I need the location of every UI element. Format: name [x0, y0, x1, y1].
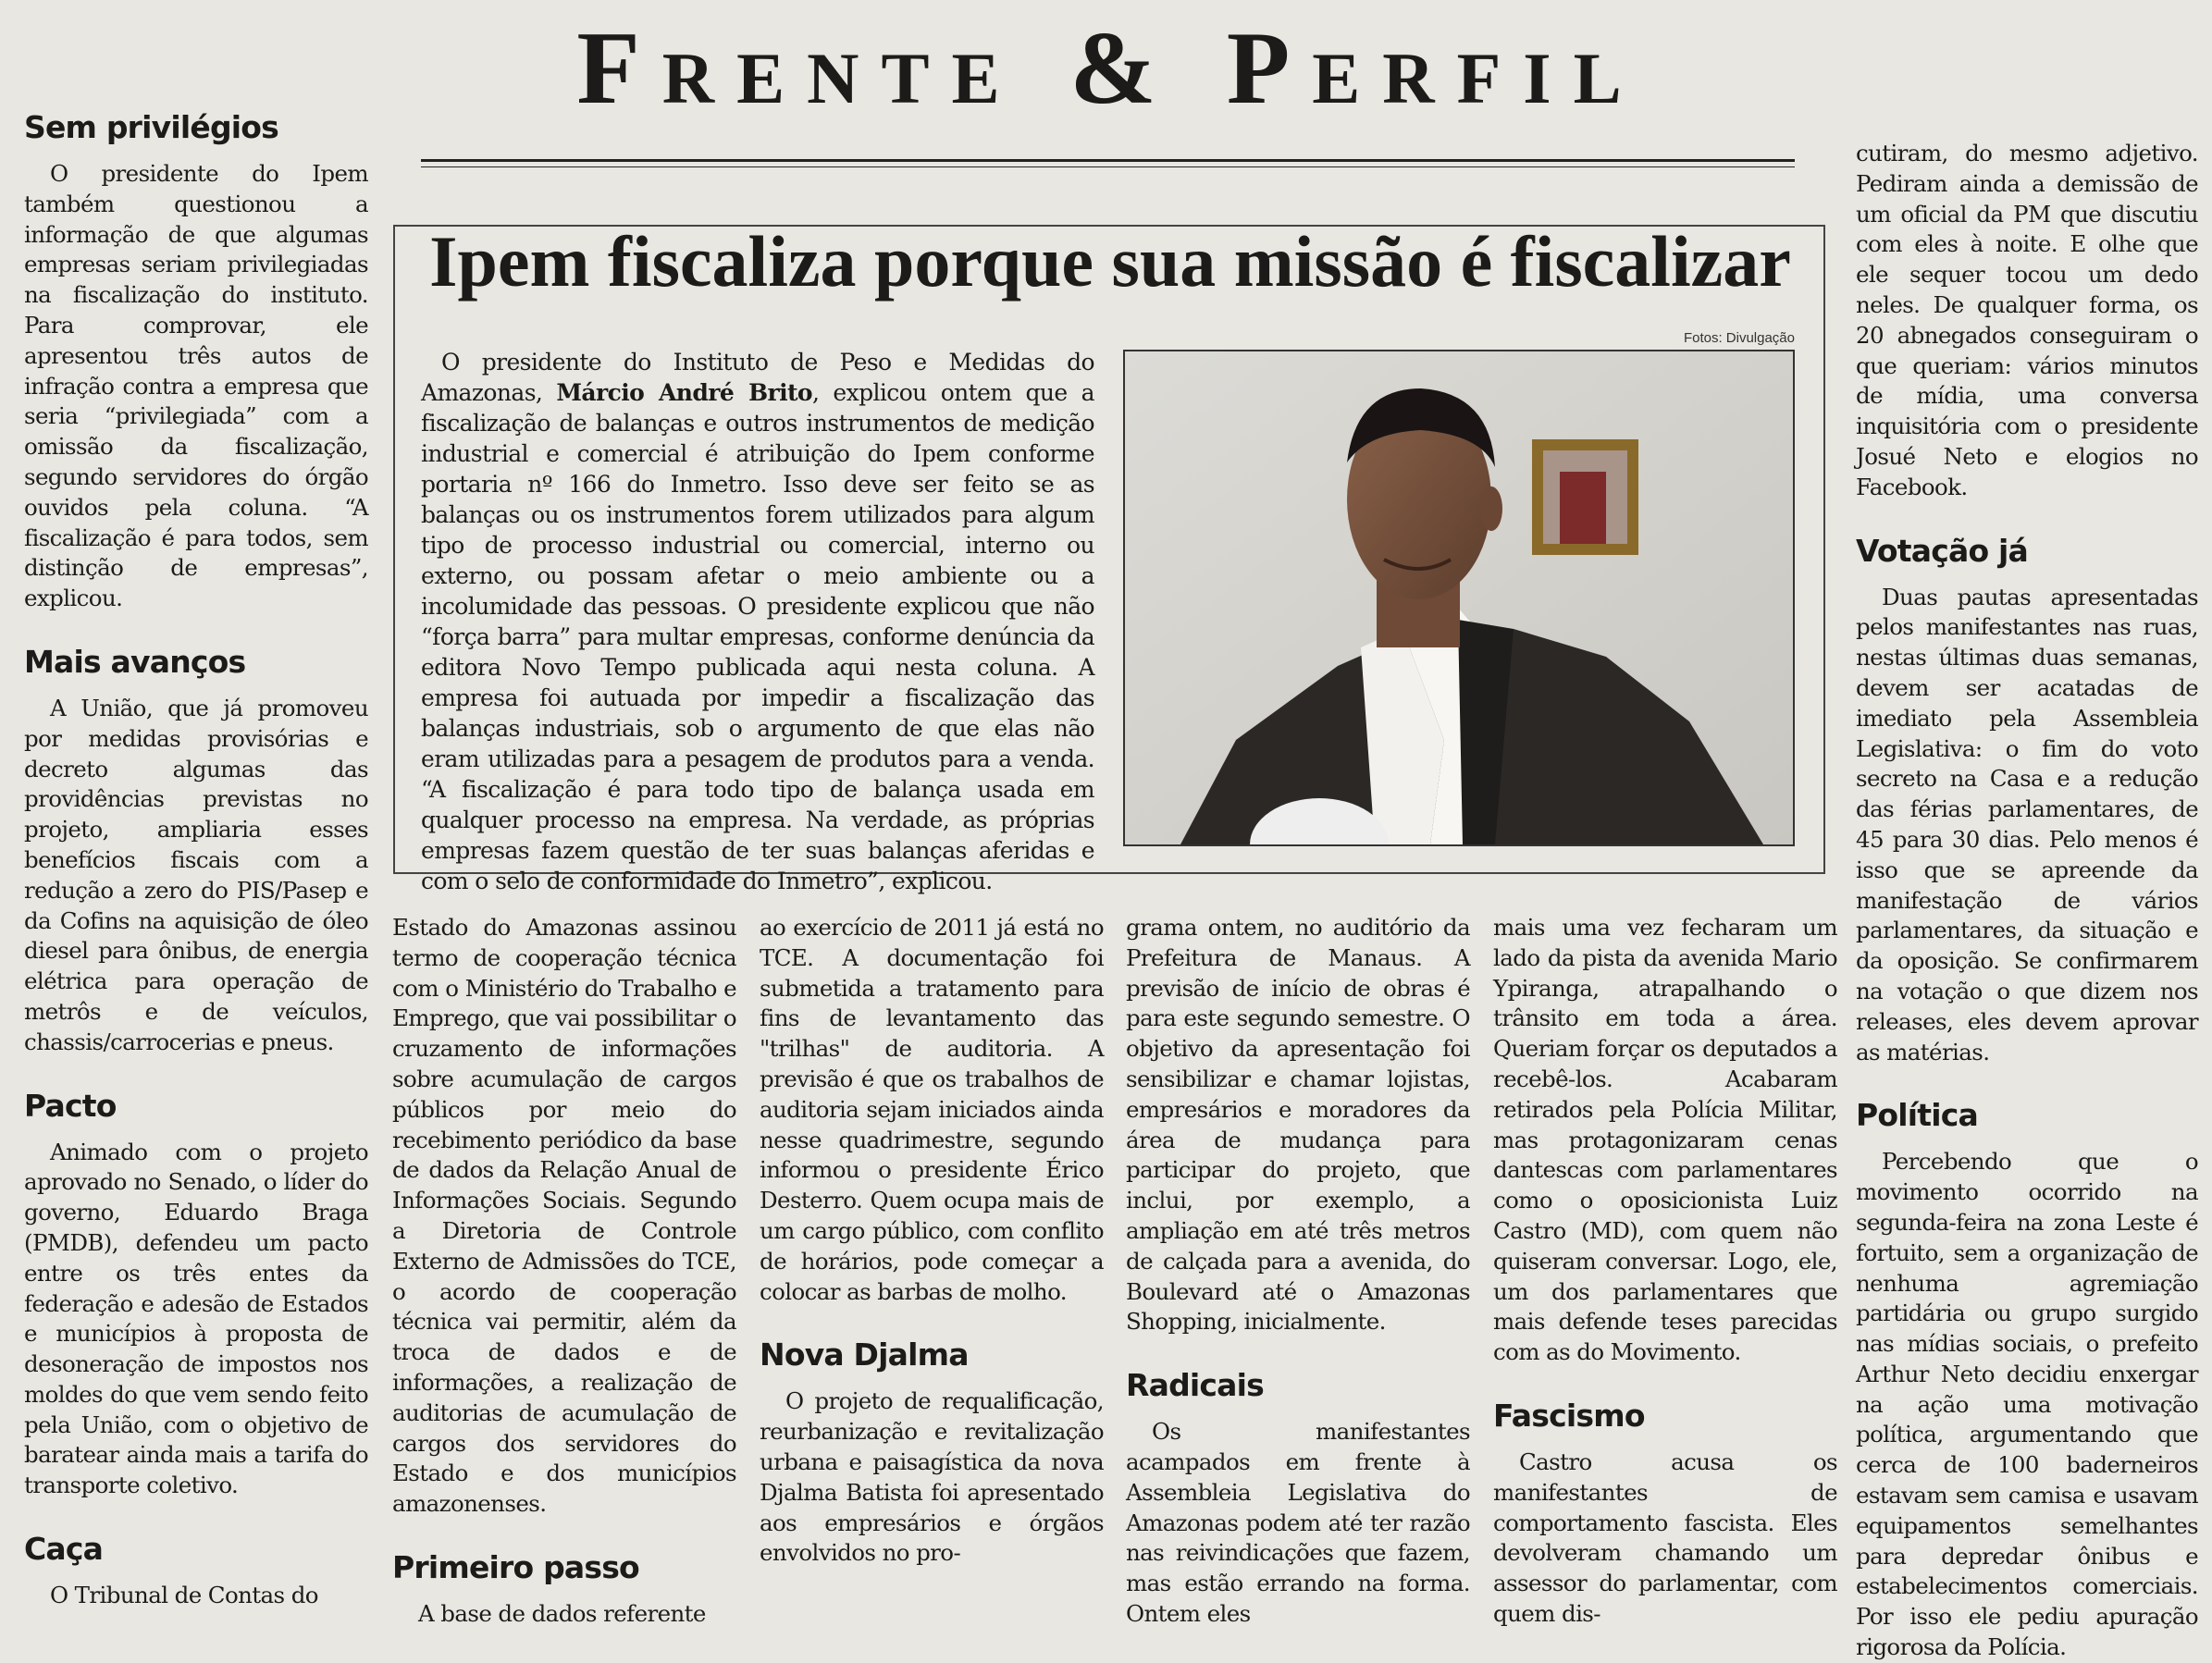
heading-nova-djalma: Nova Djalma [760, 1337, 969, 1374]
paragraph-col5-continued: mais uma vez fecharam um lado da pista da avenida Mario Ypiranga, atrapalhando o trânsito em toda a área. Queriam forçar os deputados a recebê-los. Acabaram retirados pela Polícia Militar, mas protagonizaram cenas dantescas com parlamentares como o oposicionista Luiz Castro (MD), com quem não quiseram conversar. Logo, ele, um dos parlamentares que mais defende teses parecidas com as do Movimento. [1493, 914, 1837, 1366]
heading-mais-avancos: Mais avanços [24, 643, 246, 680]
paragraph-fascismo: Castro acusa os manifestantes de comportamento fascista. Eles devolveram chamando um assessor do parlamentar, com quem dis- [1493, 1447, 1837, 1627]
paragraph-votacao-ja: Duas pautas apresentadas pelos manifestantes nas ruas, nestas últimas duas semanas, devem ser acatadas de imediato pela Assembleia Legislativa: o fim do voto secreto na Casa e a redução das férias parlamentares, de 45 para 30 dias. Pelo menos é isso que se apreende da manifestação de vários parlamentares, da situação e da oposição. Se confirmarem na votação o que dizem nos releases, eles devem aprovar as matérias. [1856, 583, 2198, 1066]
column-1 [24, 109, 368, 1611]
paragraph-col6-continued: cutiram, do mesmo adjetivo. Pediram ainda a demissão de um oficial da PM que discutiu com eles à noite. E olhe que ele sequer tocou um dedo neles. De qualquer forma, os 20 abnegados conseguiram o que queriam: vários minutos de mídia, uma conversa inquisitória com o presidente Josué Neto e elogios no Facebook. [1856, 140, 2198, 500]
header-rule-thin [421, 166, 1795, 167]
heading-votacao-ja: Votação já [1856, 532, 2029, 569]
heading-primeiro-passo: Primeiro passo [392, 1548, 639, 1585]
photo-credit: Fotos: Divulgação [1683, 330, 1795, 346]
portrait-illustration [1125, 351, 1793, 844]
paragraph-primeiro-passo: A base de dados referente [418, 1599, 706, 1627]
paragraph-sem-privilegios: O presidente do Ipem também questionou a informação de que algumas empresas seriam privilegiadas na fiscalização do instituto. Para comprovar, ele apresentou três autos de infração contra a empresa que seria “privilegiada” com a omissão da fiscalização, segundo servidores do órgão ouvidos pela coluna. “A fiscalização é para todos, sem distinção de empresas”, explicou. [24, 160, 368, 612]
heading-radicais: Radicais [1126, 1367, 1264, 1404]
paragraph-caca: O Tribunal de Contas do [50, 1582, 318, 1609]
paragraph-nova-djalma: O projeto de requalificação, reurbanização e revitalização urbana e paisagística da nova Djalma Batista foi apresentado aos empresários e órgãos envolvidos no pro- [760, 1387, 1104, 1567]
section-title: Frente & Perfil [576, 11, 1644, 126]
column-6 [1856, 139, 2198, 1663]
heading-fascismo: Fascismo [1493, 1397, 1645, 1434]
header-rule [421, 159, 1795, 162]
column-4 [1126, 913, 1470, 1630]
portrait-photo [1123, 350, 1795, 846]
heading-pacto: Pacto [24, 1087, 117, 1124]
heading-caca: Caça [24, 1531, 104, 1568]
paragraph-radicais: Os manifestantes acampados em frente à Assembleia Legislativa do Amazonas podem até ter razão nas reivindicações que fazem, mas estão errando na forma. Ontem eles [1126, 1418, 1470, 1627]
lead-rest: , explicou ontem que a fiscalização de balanças e outros instrumentos de medição industrial e comercial é atribuição do Ipem conforme portaria nº 166 do Inmetro. Isso deve ser feito se as balanças ou os instrumentos forem utilizados para algum tipo de processo industrial ou comercial, interno ou externo, ou possam afetar o meio ambiente ou a incolumidade das pessoas. O presidente explicou que não “força barra” para multar empresas, conforme denúncia da editora Novo Tempo publicada aqui nesta coluna. A empresa foi autuada por impedir a fiscalização das balanças industriais, sob o argumento de que elas não eram utilizadas para a pesagem de produtos para a venda. “A fiscalização é para todo tipo de balança usada em qualquer processo na empresa. Na verdade, as próprias empresas fazem questão de ter suas balanças aferidas e com o selo de conformidade do Inmetro”, explicou. [421, 379, 1094, 894]
paragraph-col4-continued: grama ontem, no auditório da Prefeitura de Manaus. A previsão de início de obras é para este segundo semestre. O objetivo da apresentação foi sensibilizar e chamar lojistas, empresários e moradores da área de mudança para participar do projeto, que inclui, por exemplo, a ampliação em até três metros de calçada para a avenida, do Boulevard até o Amazonas Shopping, inicialmente. [1126, 914, 1470, 1336]
feature-headline: Ipem fiscaliza porque sua missão é fiscalizar [429, 221, 1791, 302]
lead-name: Márcio André Brito [556, 379, 812, 406]
lead-intro: O presidente do Instituto de Peso e Medidas do Amazonas, [421, 349, 1094, 406]
heading-sem-privilegios: Sem privilégios [24, 109, 278, 145]
column-3 [760, 913, 1104, 1569]
paragraph-col3-continued: ao exercício de 2011 já está no TCE. A documentação foi submetida a tratamento para fins de levantamento das "trilhas" de auditoria. A previsão é que os trabalhos de auditoria sejam iniciados ainda nesse quadrimestre, segundo informou o presidente Érico Desterro. Quem ocupa mais de um cargo público, com conflito de horários, pode começar a colocar as barbas de molho. [760, 914, 1104, 1305]
column-2 [392, 913, 736, 1630]
heading-politica: Política [1856, 1097, 1978, 1134]
paragraph-politica: Percebendo que o movimento ocorrido na segunda-feira na zona Leste é fortuito, sem a organização de nenhuma agremiação partidária ou grupo surgido nas mídias sociais, o prefeito Arthur Neto decidiu enxergar na ação uma motivação política, argumentando que cerca de 100 baderneiros estavam sem camisa e usavam equipamentos semelhantes para depredar ônibus e estabelecimentos comerciais. Por isso ele pediu apuração rigorosa da Polícia. [1856, 1148, 2198, 1661]
paragraph-pacto: Animado com o projeto aprovado no Senado, o líder do governo, Eduardo Braga (PMDB), defendeu um pacto entre os três entes da federação e adesão de Estados e municípios à proposta de desoneração de impostos nos moldes do que vem sendo feito pela União, com o objetivo de baratear ainda mais a tarifa do transporte coletivo. [24, 1138, 368, 1499]
column-5 [1493, 913, 1837, 1630]
paragraph-mais-avancos: A União, que já promoveu por medidas provisórias e decreto algumas das providências previstas no projeto, ampliaria esses benefícios fiscais com a redução a zero do PIS/Pasep e da Cofins na aquisição de óleo diesel para ônibus, de energia elétrica para operação de metrôs e de veículos, chassis/carrocerias e pneus. [24, 694, 368, 1055]
feature-lead [421, 347, 1094, 896]
paragraph-col2-continued: Estado do Amazonas assinou termo de cooperação técnica com o Ministério do Trabalho e Emprego, que vai possibilitar o cruzamento de informações sobre acumulação de cargos públicos por meio do recebimento periódico da base de dados da Relação Anual de Informações Sociais. Segundo a Diretoria de Controle Externo de Admissões do TCE, o acordo de cooperação técnica vai permitir, além da troca de dados e de informações, a realização de auditorias de acumulação de cargos dos servidores do Estado e dos municípios amazonenses. [392, 914, 736, 1518]
